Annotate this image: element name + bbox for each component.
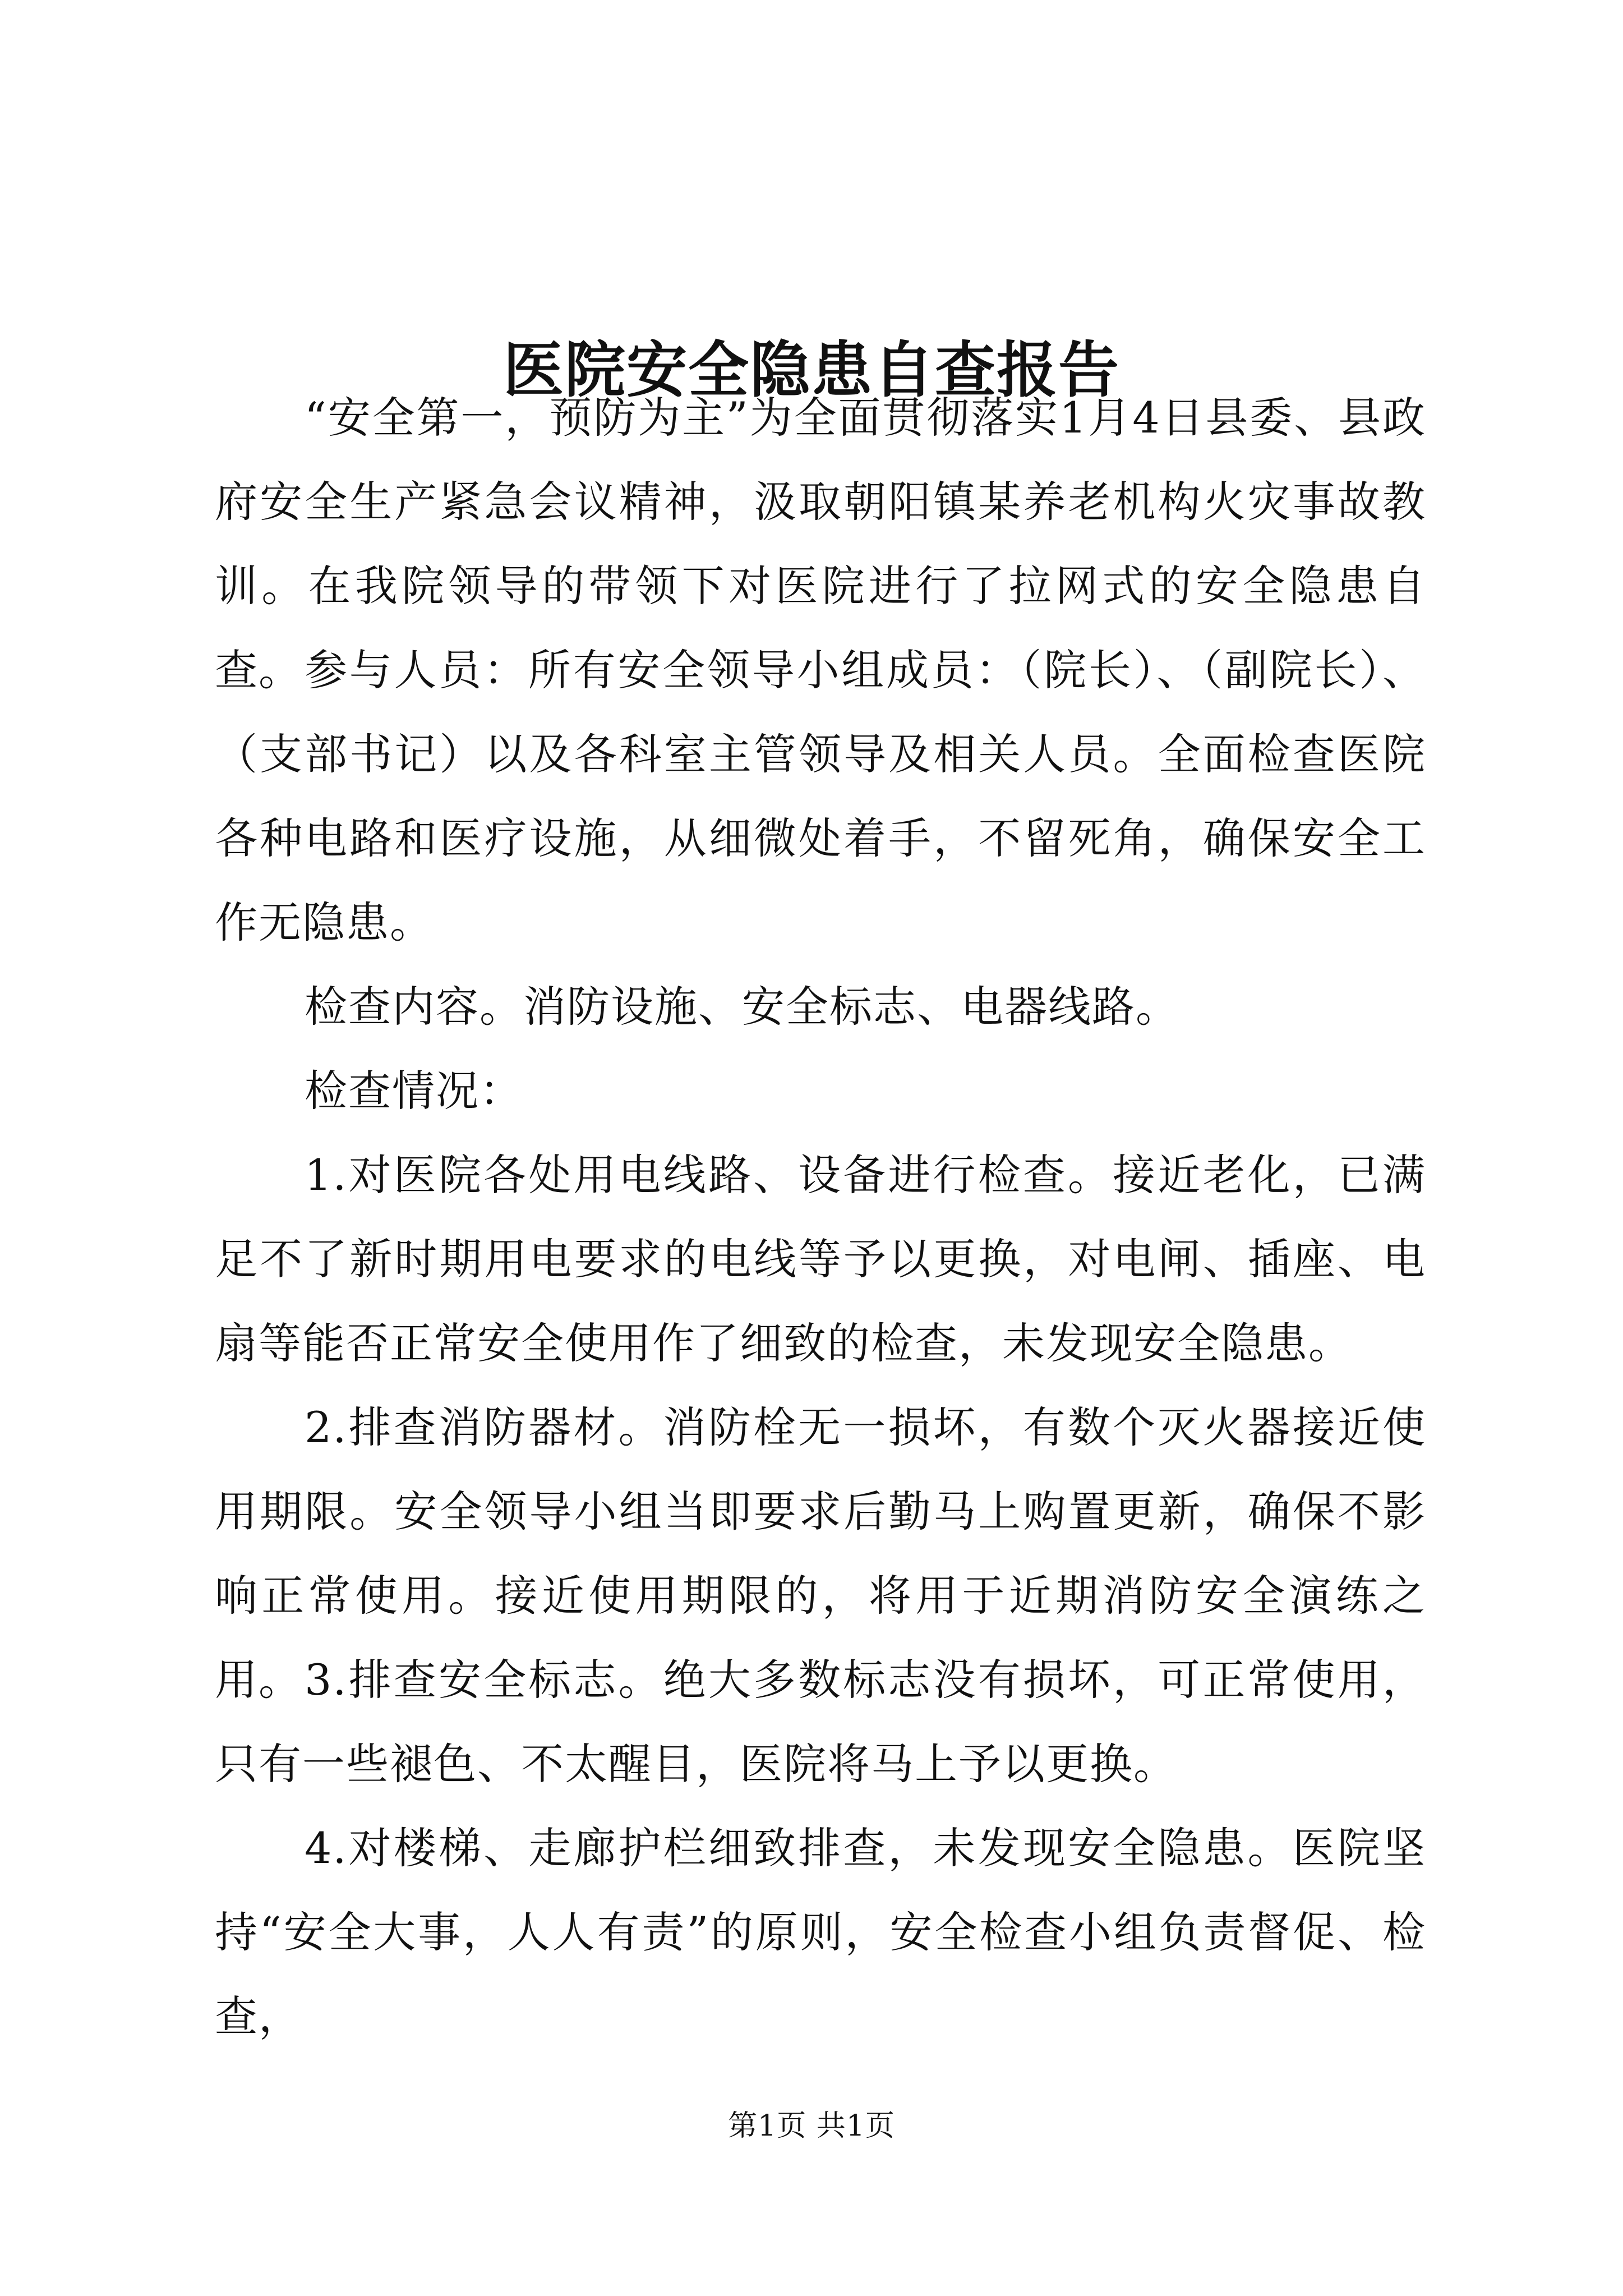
document-title: 医院安全隐患自查报告: [502, 335, 1120, 406]
paragraph-item-3: 3.排查安全标志。绝大多数标志没有损坏，可正常使用，只有一些褪色、不太醒目，医院将马上予以更换。: [215, 1655, 1426, 1789]
paragraph-inspection-status-heading: 检查情况：: [305, 1066, 523, 1116]
paragraph-intro: “安全第一，预防为主”为全面贯彻落实1月4日县委、县政府安全生产紧急会议精神，汲取朝阳镇某养老机构火灾事故教训。在我院领导的带领下对医院进行了拉网式的安全隐患自查。: [215, 393, 1426, 695]
paragraph-inspection-content: 检查内容。消防设施、安全标志、电器线路。: [305, 982, 1179, 1032]
paragraph-item-1: 1.对医院各处用电线路、设备进行检查。接近老化，已满足不了新时期用电要求的电线等予以更换，对电闸、插座、电扇等能否正常安全使用作了细致的检查，未发现安全隐患。: [215, 1150, 1426, 1368]
page-number-footer: 第1页 共1页: [728, 2109, 895, 2143]
paragraph-item-4: 4.对楼梯、走廊护栏细致排查，未发现安全隐患。医院坚持“安全大事，人人有责”的原则，安全检查小组负责督促、检查，: [215, 1823, 1426, 2041]
paragraph-item-2: 2.排查消防器材。消防栓无一损坏，有数个灭火器接近使用期限。安全领导小组当即要求后勤马上购置更新，确保不影响正常使用。接近使用期限的，将用于近期消防安全演练之用。: [215, 1402, 1426, 1705]
paragraph-participants: 参与人员：所有安全领导小组成员：（院长）、（副院长）、（支部书记）以及各科室主管领导及相关人员。全面检查医院各种电路和医疗设施，从细微处着手，不留死角，确保安全工作无隐患。: [215, 645, 1426, 947]
